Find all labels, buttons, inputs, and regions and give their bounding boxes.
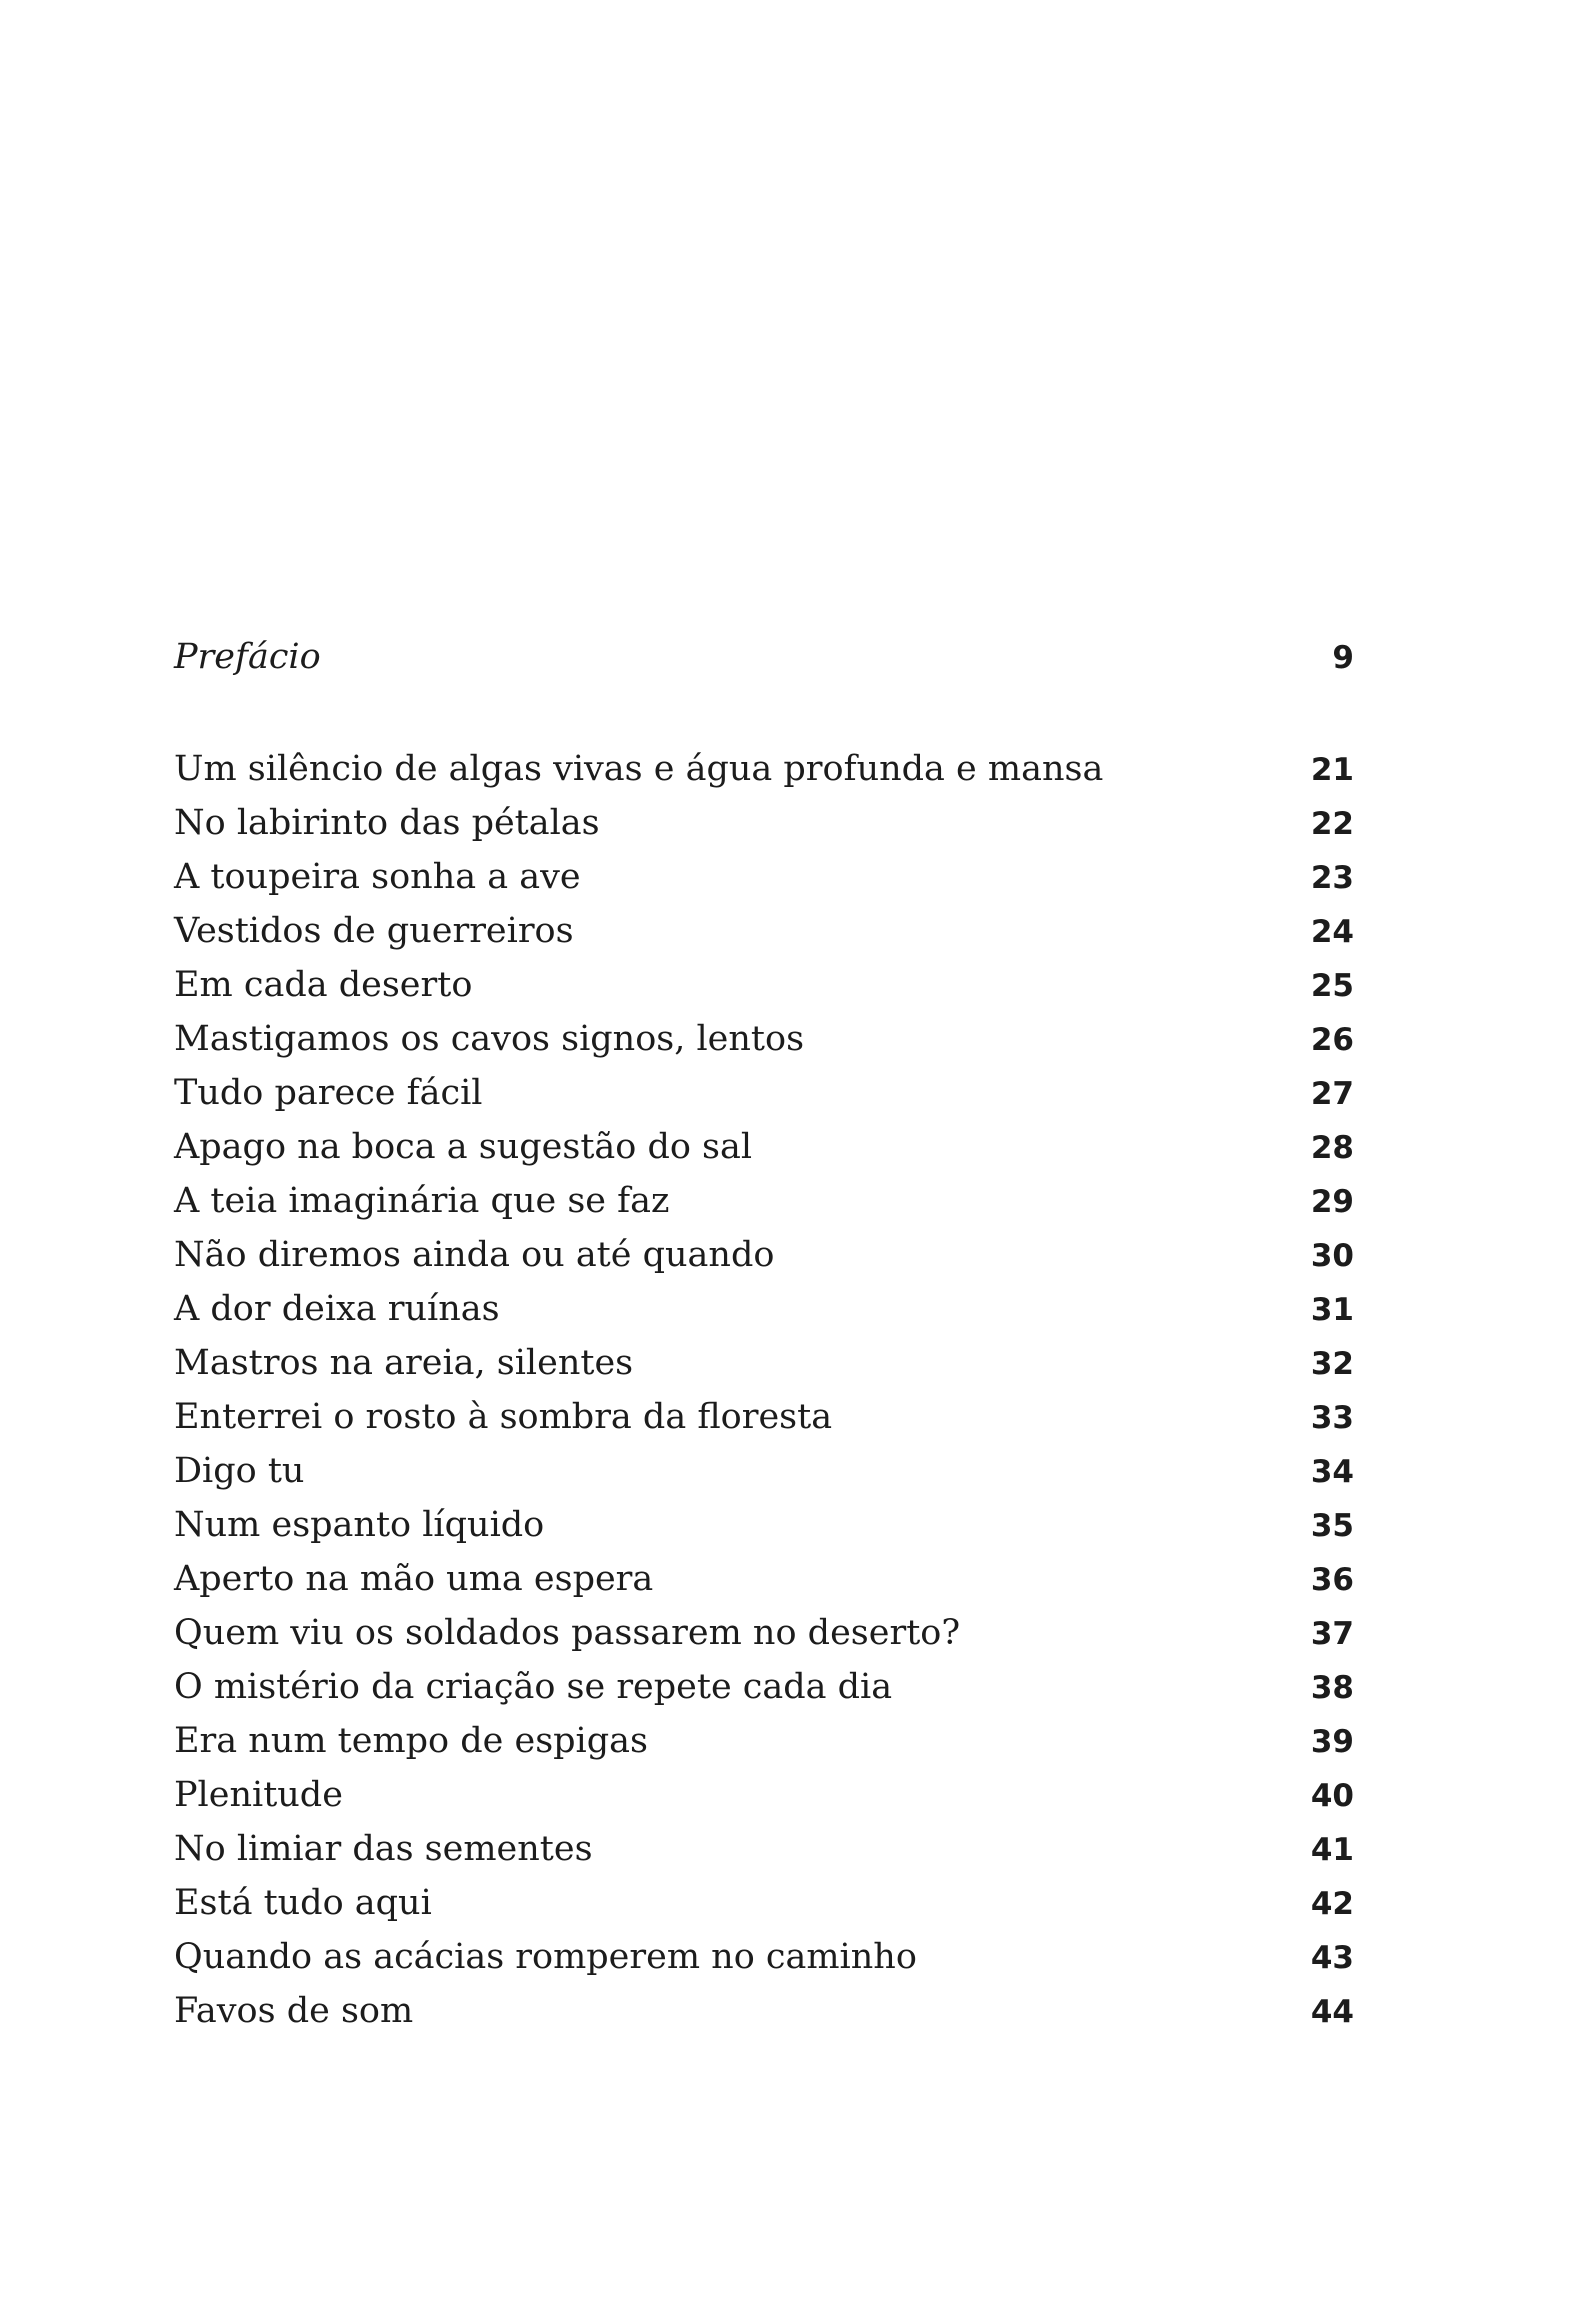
toc-entry-title: A teia imaginária que se faz — [174, 1181, 670, 1221]
toc-entry-page-number: 43 — [1310, 1940, 1354, 1976]
toc-entry[interactable] — [174, 1984, 1354, 2038]
toc-entry-page-number: 31 — [1310, 1292, 1354, 1328]
toc-entry-title: Prefácio — [174, 637, 321, 677]
toc-entry[interactable] — [174, 1336, 1354, 1390]
toc-entry-page-number: 39 — [1310, 1724, 1354, 1760]
toc-entry-title: Apago na boca a sugestão do sal — [174, 1127, 753, 1167]
toc-entry-page-number: 35 — [1310, 1508, 1354, 1544]
toc-entry[interactable] — [174, 1822, 1354, 1876]
toc-entry-page-number: 21 — [1310, 752, 1354, 788]
table-of-contents — [174, 630, 1354, 2038]
toc-entry-title: Não diremos ainda ou até quando — [174, 1235, 775, 1275]
toc-entry[interactable] — [174, 1714, 1354, 1768]
toc-entry-page-number: 34 — [1310, 1454, 1354, 1490]
toc-entry-title: A dor deixa ruínas — [174, 1289, 500, 1329]
toc-entry[interactable] — [174, 796, 1354, 850]
toc-entry-title: Era num tempo de espigas — [174, 1721, 648, 1761]
toc-entry[interactable] — [174, 1876, 1354, 1930]
toc-entry[interactable] — [174, 1444, 1354, 1498]
toc-entry[interactable] — [174, 1012, 1354, 1066]
toc-entry-page-number: 27 — [1310, 1076, 1354, 1112]
toc-entry-title: Mastigamos os cavos signos, lentos — [174, 1019, 805, 1059]
toc-entry[interactable] — [174, 1282, 1354, 1336]
toc-entry-title: Enterrei o rosto à sombra da floresta — [174, 1397, 833, 1437]
toc-entry-page-number: 40 — [1310, 1778, 1354, 1814]
toc-entry-page-number: 42 — [1310, 1886, 1354, 1922]
toc-entry-page-number: 30 — [1310, 1238, 1354, 1274]
toc-entry-page-number: 44 — [1310, 1994, 1354, 2030]
toc-entry-title: No limiar das sementes — [174, 1829, 593, 1869]
toc-entry-title: O mistério da criação se repete cada dia — [174, 1667, 893, 1707]
toc-entry-page-number: 33 — [1310, 1400, 1354, 1436]
toc-entry-page-number: 38 — [1310, 1670, 1354, 1706]
toc-entry-title: Vestidos de guerreiros — [174, 911, 574, 951]
toc-entry-title: Plenitude — [174, 1775, 343, 1815]
toc-entry[interactable] — [174, 1120, 1354, 1174]
toc-entry-title: Num espanto líquido — [174, 1505, 545, 1545]
toc-entry-page-number: 32 — [1310, 1346, 1354, 1382]
toc-entry[interactable] — [174, 850, 1354, 904]
toc-entry[interactable] — [174, 1930, 1354, 1984]
toc-entry-title: Tudo parece fácil — [174, 1073, 483, 1113]
toc-entry-page-number: 24 — [1310, 914, 1354, 950]
toc-entry-title: Quando as acácias romperem no caminho — [174, 1937, 917, 1977]
toc-entry[interactable] — [174, 1174, 1354, 1228]
toc-entry-page-number: 41 — [1310, 1832, 1354, 1868]
toc-entry[interactable] — [174, 742, 1354, 796]
toc-entry-preface[interactable] — [174, 630, 1354, 684]
toc-entry-page-number: 36 — [1310, 1562, 1354, 1598]
toc-entry-page-number: 37 — [1310, 1616, 1354, 1652]
toc-entry-page-number: 25 — [1310, 968, 1354, 1004]
toc-entry-page-number: 28 — [1310, 1130, 1354, 1166]
toc-entry[interactable] — [174, 1606, 1354, 1660]
toc-entry-title: Aperto na mão uma espera — [174, 1559, 654, 1599]
toc-entry-page-number: 9 — [1332, 640, 1354, 676]
toc-entry[interactable] — [174, 1066, 1354, 1120]
toc-entry-title: Digo tu — [174, 1451, 305, 1491]
toc-entry-title: Favos de som — [174, 1991, 414, 2031]
toc-entry[interactable] — [174, 958, 1354, 1012]
toc-entry[interactable] — [174, 1498, 1354, 1552]
toc-entry-title: Quem viu os soldados passarem no deserto? — [174, 1613, 961, 1653]
toc-entry-page-number: 23 — [1310, 860, 1354, 896]
toc-entry-title: Está tudo aqui — [174, 1883, 432, 1923]
toc-entry-title: Um silêncio de algas vivas e água profunda e mansa — [174, 749, 1104, 789]
toc-entry[interactable] — [174, 1390, 1354, 1444]
toc-entry[interactable] — [174, 1228, 1354, 1282]
toc-entry-list — [174, 742, 1354, 2038]
toc-entry-page-number: 22 — [1310, 806, 1354, 842]
toc-entry-title: No labirinto das pétalas — [174, 803, 600, 843]
toc-entry[interactable] — [174, 1768, 1354, 1822]
toc-entry-title: A toupeira sonha a ave — [174, 857, 581, 897]
toc-entry[interactable] — [174, 904, 1354, 958]
toc-entry-title: Em cada deserto — [174, 965, 473, 1005]
toc-entry[interactable] — [174, 1552, 1354, 1606]
toc-entry-page-number: 29 — [1310, 1184, 1354, 1220]
toc-entry-title: Mastros na areia, silentes — [174, 1343, 634, 1383]
toc-entry-page-number: 26 — [1310, 1022, 1354, 1058]
toc-entry[interactable] — [174, 1660, 1354, 1714]
